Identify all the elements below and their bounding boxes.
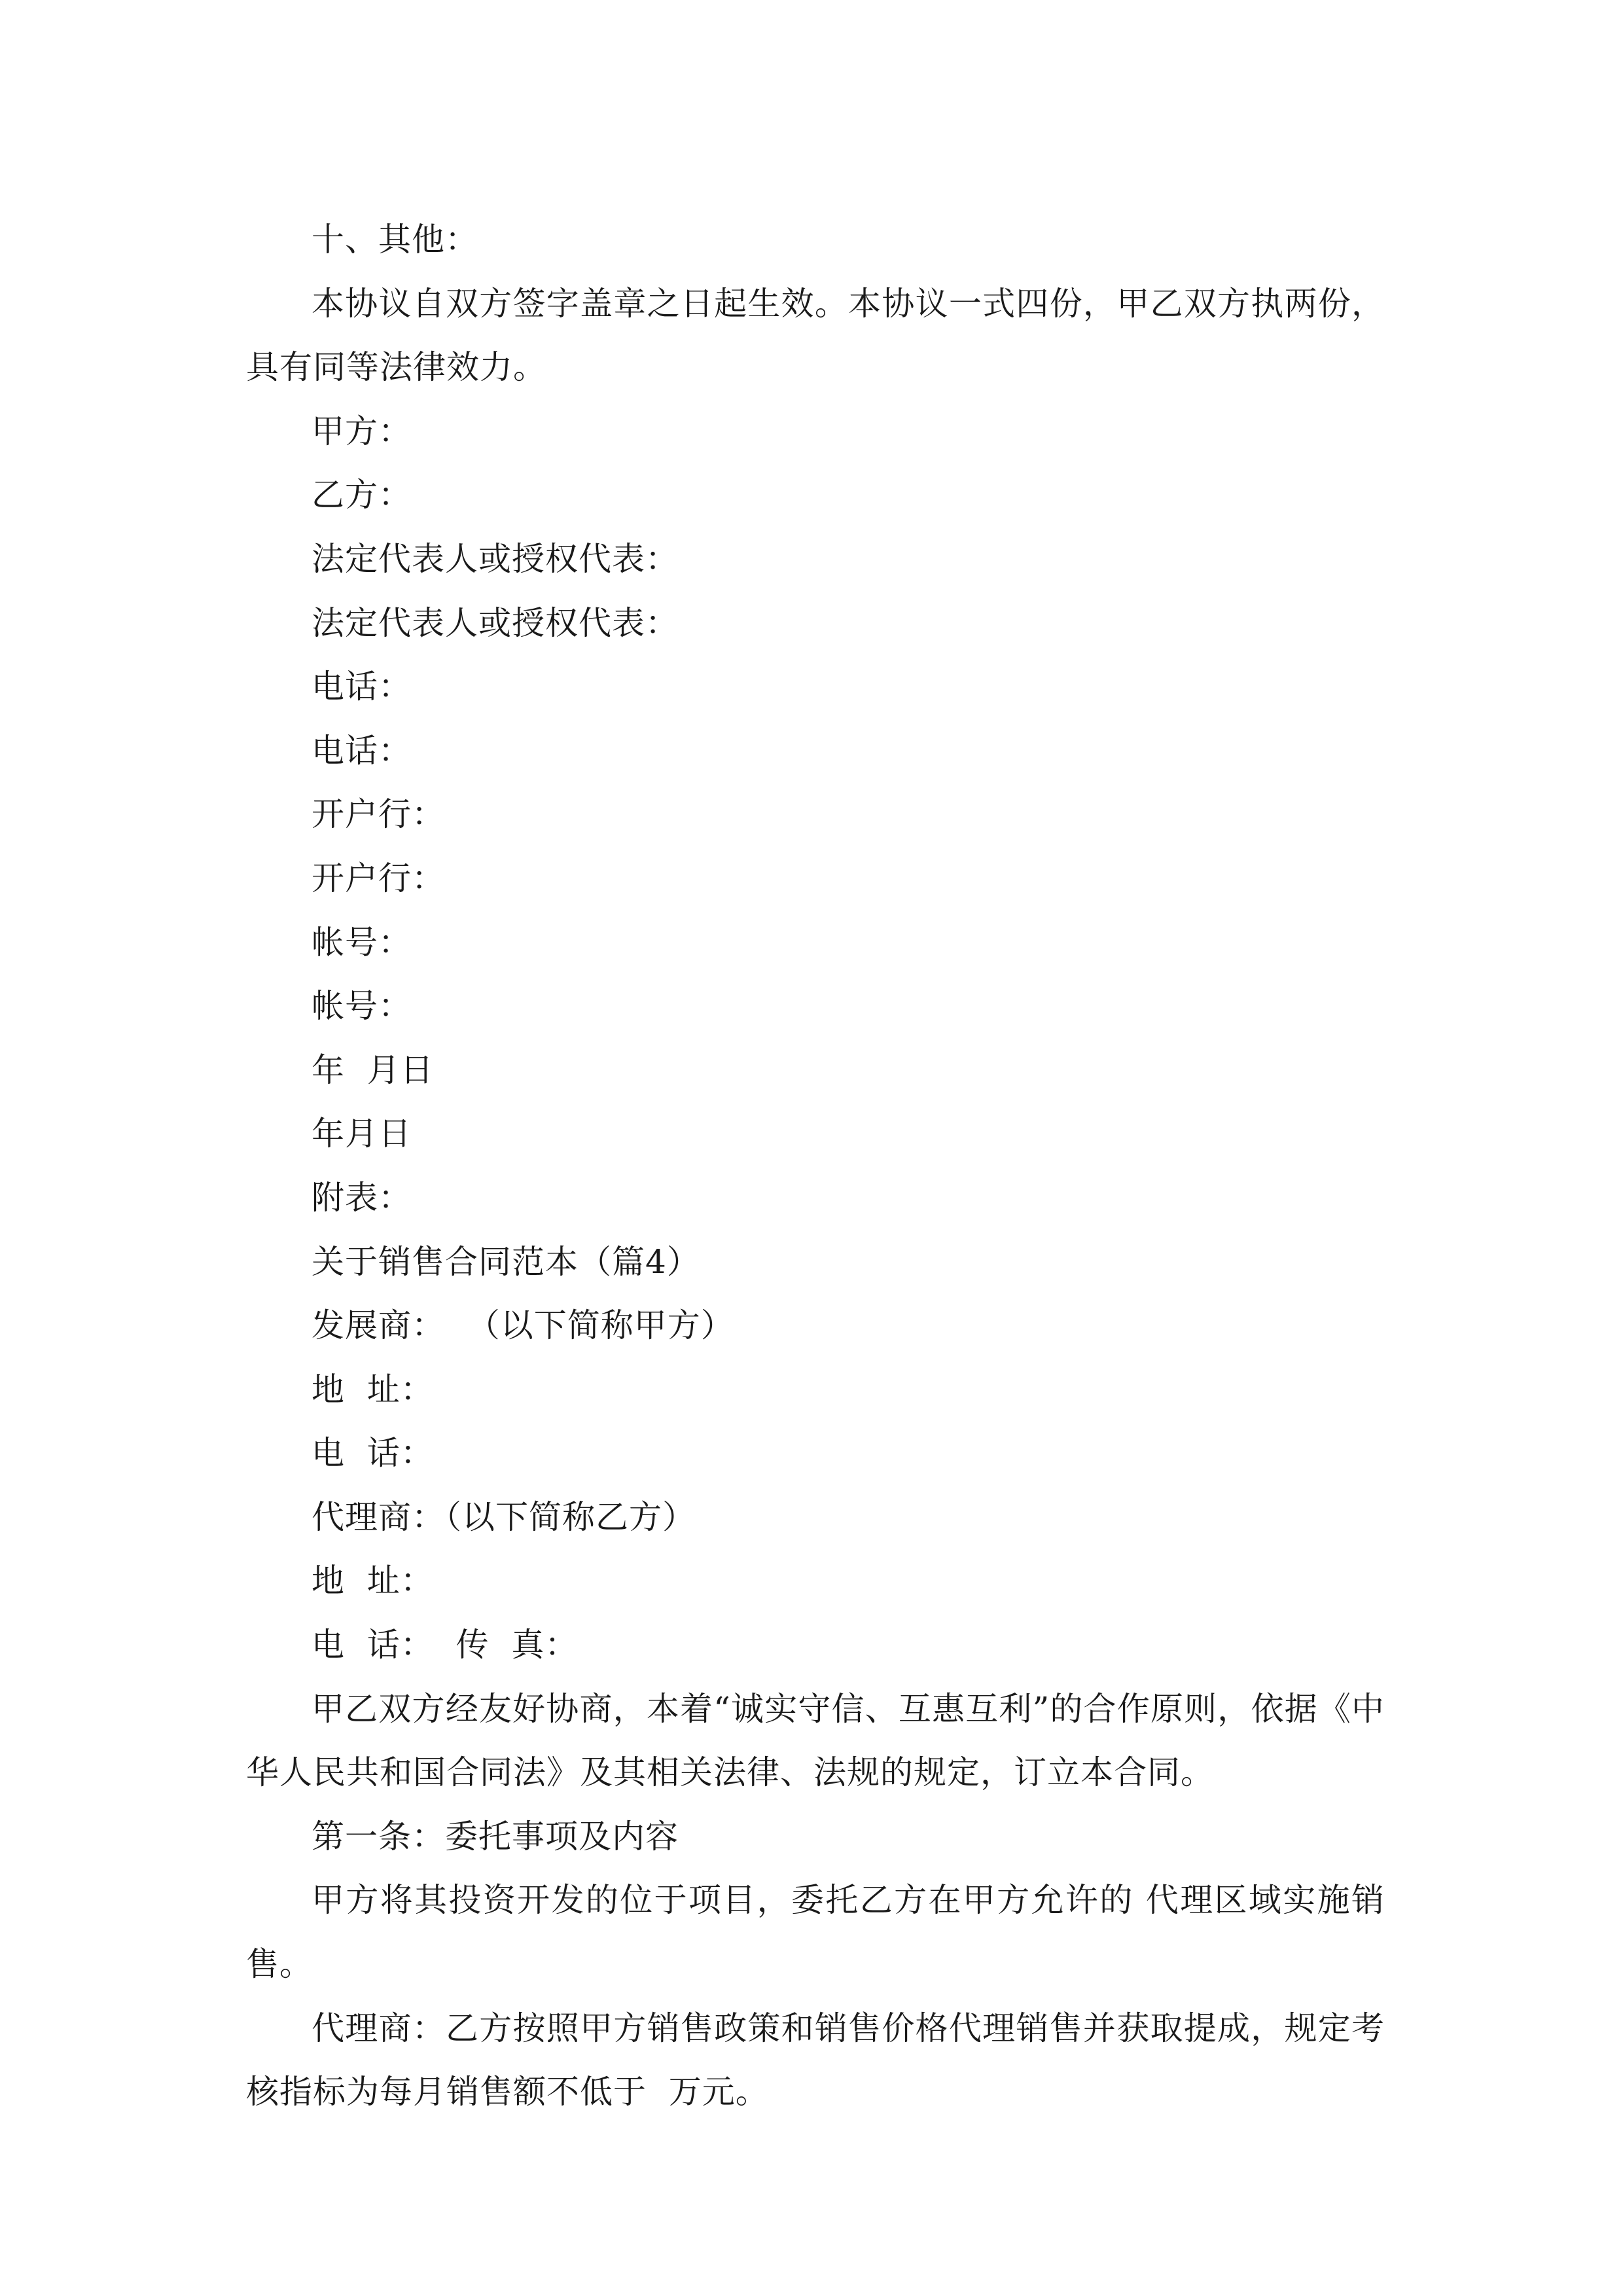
party-b-representative-label: 法定代表人或授权代表： [312, 603, 679, 642]
party-b-bank-label: 开户行： [312, 859, 445, 897]
party-a-date-label: 年 月日 [312, 1050, 434, 1089]
appendix-label: 附表： [312, 1178, 412, 1217]
party-a-account-label: 帐号： [312, 923, 412, 961]
article-one-heading: 第一条：委托事项及内容 [312, 1817, 679, 1856]
agent-label: 代理商：（以下简称乙方） [312, 1498, 696, 1536]
agent-phone-fax-label: 电 话： 传 真： [312, 1626, 579, 1664]
contract-title: 关于销售合同范本（篇4） [312, 1242, 700, 1281]
party-b-date-label: 年月日 [312, 1115, 412, 1153]
party-a-phone-label: 电话： [312, 668, 412, 706]
developer-label: 发展商： （以下简称甲方） [312, 1306, 734, 1345]
developer-phone-label: 电 话： [312, 1434, 434, 1473]
party-a-label: 甲方： [312, 412, 412, 450]
developer-address-label: 地 址： [312, 1370, 434, 1408]
party-b-label: 乙方： [312, 476, 412, 514]
preamble-paragraph: 甲乙双方经友好协商，本着“诚实守信、互惠互利”的合作原则，依据《中华人民共和国合同法》及其相关法律、法规的规定，订立本合同。 [246, 1689, 1385, 1792]
party-b-phone-label: 电话： [312, 731, 412, 770]
agent-terms-paragraph: 代理商：乙方按照甲方销售政策和销售价格代理销售并获取提成，规定考核指标为每月销售额不低于 万元。 [246, 2009, 1385, 2111]
agent-address-label: 地 址： [312, 1562, 434, 1600]
section-heading-others: 十、其他： [312, 221, 478, 259]
commission-scope-paragraph: 甲方将其投资开发的位于项目，委托乙方在甲方允许的 代理区域实施销售。 [246, 1881, 1385, 1984]
party-b-account-label: 帐号： [312, 987, 412, 1026]
party-a-representative-label: 法定代表人或授权代表： [312, 539, 679, 578]
effectiveness-paragraph: 本协议自双方签字盖章之日起生效。本协议一式四份，甲乙双方执两份，具有同等法律效力。 [246, 284, 1385, 387]
party-a-bank-label: 开户行： [312, 795, 445, 834]
document-body [246, 208, 1385, 2125]
